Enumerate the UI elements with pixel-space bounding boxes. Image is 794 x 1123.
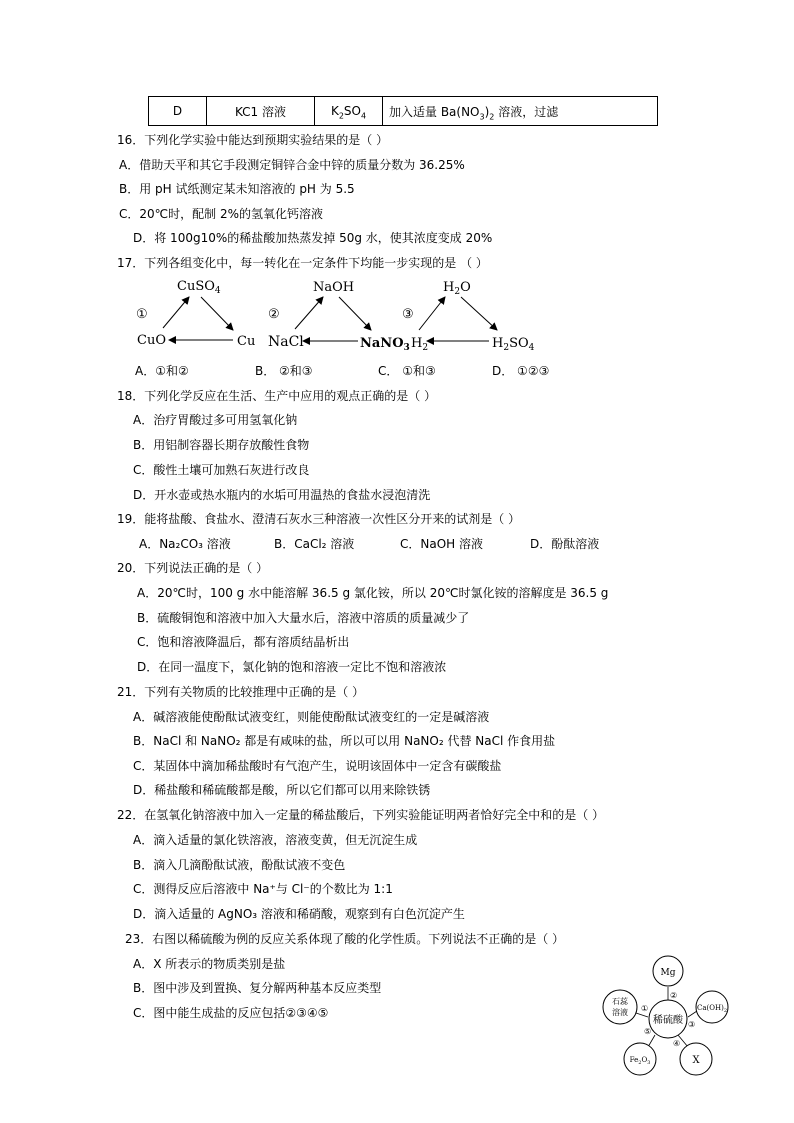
q22-stem: 22．在氢氧化钠溶液中加入一定量的稀盐酸后，下列实验能证明两者恰好完全中和的是（ ） bbox=[117, 808, 605, 822]
q17-group3-right: $H_2SO_4$ bbox=[492, 336, 535, 353]
q22-option-d: D．滴入适量的 AgNO₃ 溶液和稀硝酸，观察到有白色沉淀产生 bbox=[133, 907, 465, 921]
q20-option-c: C．饱和溶液降温后，都有溶质结晶析出 bbox=[137, 635, 350, 649]
table-cell-option: D bbox=[149, 97, 207, 126]
q16-option-c: C．20℃时，配制 2%的氢氧化钙溶液 bbox=[119, 207, 323, 221]
q16-option-b: B．用 pH 试纸测定某未知溶液的 pH 为 5.5 bbox=[119, 182, 355, 196]
q23-option-b: B．图中涉及到置换、复分解两种基本反应类型 bbox=[133, 981, 382, 995]
q17-group1-right: Cu bbox=[237, 334, 256, 349]
q20-option-b: B．硫酸铜饱和溶液中加入大量水后，溶液中溶质的质量减少了 bbox=[137, 611, 470, 625]
q19-option-a: A．Na₂CO₃ 溶液 bbox=[139, 537, 231, 551]
q17-group2-arrow-down bbox=[339, 297, 371, 330]
q20-option-d: D．在同一温度下，氯化钠的饱和溶液一定比不饱和溶液浓 bbox=[137, 660, 447, 674]
q17-diagrams bbox=[125, 272, 565, 354]
q21-option-d: D．稀盐酸和稀硫酸都是酸，所以它们都可以用来除铁锈 bbox=[133, 783, 431, 797]
litmus-label-2: 溶液 bbox=[612, 1008, 628, 1017]
mg-label: Mg bbox=[660, 968, 676, 978]
num-5: ⑤ bbox=[644, 1027, 652, 1036]
q17-group2-top: NaOH bbox=[313, 280, 355, 295]
q17-group3-left: $H_2$ bbox=[411, 336, 429, 353]
q18-option-a: A．治疗胃酸过多可用氢氧化钠 bbox=[133, 413, 298, 427]
q17-group1-left: CuO bbox=[137, 333, 166, 348]
q22-option-b: B．滴入几滴酚酞试液，酚酞试液不变色 bbox=[133, 858, 346, 872]
q22-option-a: A．滴入适量的氯化铁溶液，溶液变黄，但无沉淀生成 bbox=[133, 833, 418, 847]
q20-option-a: A．20℃时，100 g 水中能溶解 36.5 g 氯化铵，所以 20℃时氯化铵的溶解度是 36.5 g bbox=[137, 586, 609, 600]
num-1: ① bbox=[641, 1004, 649, 1013]
reagent-table bbox=[148, 96, 658, 126]
table-row bbox=[149, 97, 658, 126]
q17-group2-arrow-up bbox=[295, 297, 323, 329]
q17-group3-arrow-up bbox=[419, 297, 445, 330]
q18-option-d: D．开水壶或热水瓶内的水垢可用温热的食盐水浸泡清洗 bbox=[133, 488, 431, 502]
q17-option-d: D． ①②③ bbox=[492, 364, 550, 378]
q17-group1-top: CuSO$_4$ bbox=[177, 279, 221, 296]
q16-option-a: A．借助天平和其它手段测定铜锌合金中锌的质量分数为 36.25% bbox=[119, 158, 465, 172]
q21-option-c: C．某固体中滴加稀盐酸时有气泡产生，说明该固体中一定含有碳酸盐 bbox=[133, 759, 502, 773]
num-3: ③ bbox=[688, 1020, 696, 1029]
table-cell-substance: KC1 溶液 bbox=[207, 97, 315, 126]
q18-stem: 18．下列化学反应在生活、生产中应用的观点正确的是（ ） bbox=[117, 389, 437, 403]
q18-option-c: C．酸性土壤可加熟石灰进行改良 bbox=[133, 463, 310, 477]
q18-option-b: B．用铝制容器长期存放酸性食物 bbox=[133, 438, 310, 452]
fe2o3-label: $Fe_2O_3$ bbox=[629, 1056, 651, 1066]
table-cell-method: 加入适量 $Ba(NO_3)_2$ 溶液，过滤 bbox=[383, 97, 658, 126]
num-4: ④ bbox=[673, 1039, 681, 1048]
num-2: ② bbox=[670, 991, 678, 1000]
q19-option-d: D．酚酞溶液 bbox=[530, 537, 600, 551]
q16-stem: 16．下列化学实验中能达到预期实验结果的是（ ） bbox=[117, 133, 389, 147]
q17-group1-arrow-up bbox=[163, 297, 189, 328]
q17-option-b: B． ②和③ bbox=[255, 364, 313, 378]
q20-stem: 20．下列说法正确的是（ ） bbox=[117, 561, 269, 575]
q16-option-d: D．将 100g10%的稀盐酸加热蒸发掉 50g 水，使其浓度变成 20% bbox=[133, 231, 493, 245]
q23-option-c: C．图中能生成盐的反应包括②③④⑤ bbox=[133, 1006, 329, 1020]
q23-option-a: A．X 所表示的物质类别是盐 bbox=[133, 957, 286, 971]
litmus-node bbox=[603, 990, 637, 1024]
q17-group3-arrow-down bbox=[461, 297, 497, 330]
q19-stem: 19．能将盐酸、食盐水、澄清石灰水三种溶液一次性区分开来的试剂是（ ） bbox=[117, 512, 521, 526]
q23-stem: 23．右图以稀硫酸为例的反应关系体现了酸的化学性质。下列说法不正确的是（ ） bbox=[125, 932, 565, 946]
litmus-label-1: 石蕊 bbox=[612, 997, 628, 1006]
q21-stem: 21．下列有关物质的比较推理中正确的是（ ） bbox=[117, 685, 365, 699]
center-label: 稀硫酸 bbox=[653, 1015, 683, 1026]
q17-group2-num: ② bbox=[268, 307, 280, 322]
q17-group1-num: ① bbox=[136, 307, 148, 322]
q19-option-c: C．NaOH 溶液 bbox=[400, 537, 483, 551]
x-label: X bbox=[692, 1055, 700, 1066]
q23-acid-diagram bbox=[600, 955, 735, 1080]
q17-stem: 17．下列各组变化中，每一转化在一定条件下均能一步实现的是 （ ） bbox=[117, 256, 488, 270]
q17-option-a: A．①和② bbox=[135, 364, 189, 378]
q21-option-b: B．NaCl 和 NaNO₂ 都是有咸味的盐，所以可以用 NaNO₂ 代替 NaCl 作食用盐 bbox=[133, 734, 556, 748]
q17-group2-right: NaNO$_3$ bbox=[360, 336, 410, 353]
table-cell-impurity: $K_2SO_4$ bbox=[315, 97, 383, 126]
q21-option-a: A．碱溶液能使酚酞试液变红，则能使酚酞试液变红的一定是碱溶液 bbox=[133, 710, 490, 724]
caoh-label: $Ca(OH)_2$ bbox=[696, 1004, 728, 1014]
q22-option-c: C．测得反应后溶液中 Na⁺与 Cl⁻的个数比为 1:1 bbox=[133, 882, 393, 896]
q17-group3-top: $H_2O$ bbox=[443, 280, 471, 297]
q17-option-c: C． ①和③ bbox=[378, 364, 436, 378]
q17-group2-left: NaCl bbox=[268, 334, 304, 350]
q17-group1-arrow-down bbox=[201, 297, 233, 330]
q17-group3-num: ③ bbox=[402, 307, 414, 322]
q19-option-b: B．CaCl₂ 溶液 bbox=[274, 537, 355, 551]
